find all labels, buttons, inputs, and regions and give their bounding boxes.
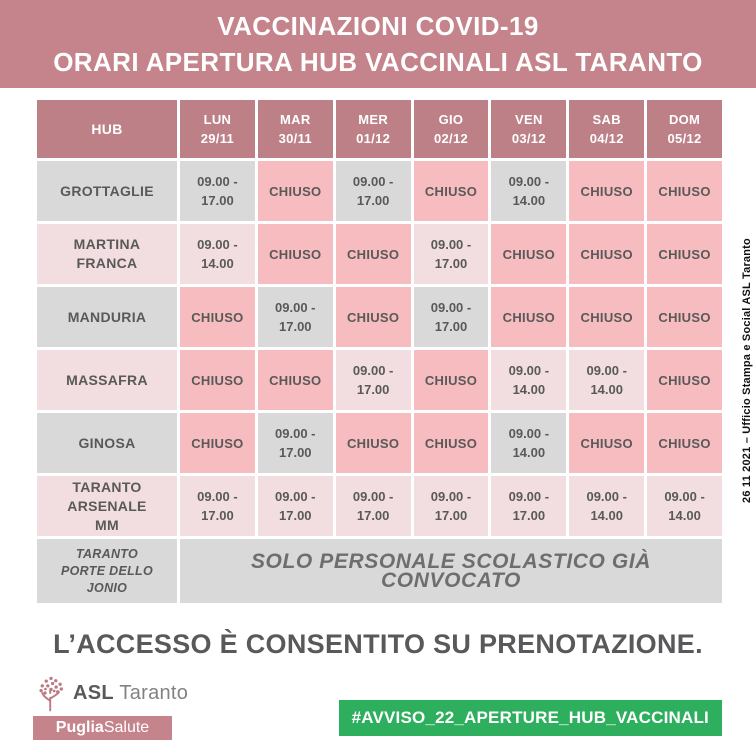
hours-cell: 09.00 - 17.00 — [414, 287, 489, 347]
hours-cell: 09.00 - 14.00 — [491, 161, 566, 221]
hours-cell: 09.00 - 14.00 — [569, 476, 644, 536]
hours-cell: 09.00 - 17.00 — [414, 476, 489, 536]
closed-cell: CHIUSO — [569, 224, 644, 284]
closed-cell: CHIUSO — [336, 224, 411, 284]
hours-cell: 09.00 - 17.00 — [414, 224, 489, 284]
closed-cell: CHIUSO — [491, 224, 566, 284]
hours-cell: 09.00 - 14.00 — [491, 413, 566, 473]
closed-cell: CHIUSO — [569, 413, 644, 473]
closed-cell: CHIUSO — [180, 287, 255, 347]
hours-cell: 09.00 - 14.00 — [491, 350, 566, 410]
col-header-day: DOM 05/12 — [647, 100, 722, 158]
col-header-day: GIO 02/12 — [414, 100, 489, 158]
puglia-label: Puglia — [55, 719, 104, 736]
closed-cell: CHIUSO — [180, 350, 255, 410]
hours-cell: 09.00 - 14.00 — [569, 350, 644, 410]
banner-title-line2: ORARI APERTURA HUB VACCINALI ASL TARANTO — [53, 47, 703, 77]
closed-cell: CHIUSO — [414, 413, 489, 473]
closed-cell: CHIUSO — [258, 224, 333, 284]
hours-cell: 09.00 - 14.00 — [647, 476, 722, 536]
col-header-hub: HUB — [37, 100, 177, 158]
special-note-cell: SOLO PERSONALE SCOLASTICO GIÀ CONVOCATO — [180, 539, 722, 603]
closed-cell: CHIUSO — [336, 413, 411, 473]
closed-cell: CHIUSO — [569, 161, 644, 221]
col-header-day: MAR 30/11 — [258, 100, 333, 158]
hub-name: MARTINA FRANCA — [37, 224, 177, 284]
schedule-table — [37, 100, 722, 603]
closed-cell: CHIUSO — [647, 224, 722, 284]
hours-cell: 09.00 - 17.00 — [336, 350, 411, 410]
closed-cell: CHIUSO — [336, 287, 411, 347]
hours-cell: 09.00 - 17.00 — [258, 413, 333, 473]
col-header-day: VEN 03/12 — [491, 100, 566, 158]
hub-name: GROTTAGLIE — [37, 161, 177, 221]
closed-cell: CHIUSO — [647, 161, 722, 221]
hub-name: TARANTO ARSENALE MM — [37, 476, 177, 536]
hub-name: GINOSA — [37, 413, 177, 473]
col-header-day: MER 01/12 — [336, 100, 411, 158]
hours-cell: 09.00 - 17.00 — [258, 287, 333, 347]
footer — [33, 674, 722, 740]
closed-cell: CHIUSO — [491, 287, 566, 347]
closed-cell: CHIUSO — [647, 413, 722, 473]
col-header-day: SAB 04/12 — [569, 100, 644, 158]
hours-cell: 09.00 - 17.00 — [336, 476, 411, 536]
asl-logo-city: Taranto — [119, 681, 189, 704]
hours-cell: 09.00 - 17.00 — [491, 476, 566, 536]
col-header-day: LUN 29/11 — [180, 100, 255, 158]
asl-logo-org: ASL — [73, 681, 114, 704]
closed-cell: CHIUSO — [647, 350, 722, 410]
hub-name-special: TARANTO PORTE DELLO JONIO — [37, 539, 177, 603]
credit-note: 26 11 2021 – Ufficio Stampa e Social ASL Taranto — [741, 238, 753, 504]
puglia-salute-bar — [33, 716, 172, 740]
closed-cell: CHIUSO — [258, 161, 333, 221]
closed-cell: CHIUSO — [414, 161, 489, 221]
title-banner — [0, 0, 756, 88]
closed-cell: CHIUSO — [414, 350, 489, 410]
closed-cell: CHIUSO — [647, 287, 722, 347]
hours-cell: 09.00 - 17.00 — [258, 476, 333, 536]
asl-logo — [33, 674, 188, 740]
closed-cell: CHIUSO — [258, 350, 333, 410]
hub-name: MANDURIA — [37, 287, 177, 347]
asl-logo-wordmark — [73, 682, 188, 705]
banner-title-line1: VACCINAZIONI COVID-19 — [217, 11, 539, 41]
access-note: L’ACCESSO È CONSENTITO SU PRENOTAZIONE. — [53, 629, 703, 659]
hours-cell: 09.00 - 17.00 — [180, 161, 255, 221]
hours-cell: 09.00 - 14.00 — [180, 224, 255, 284]
closed-cell: CHIUSO — [569, 287, 644, 347]
olive-tree-icon — [35, 674, 67, 712]
hours-cell: 09.00 - 17.00 — [180, 476, 255, 536]
salute-label: Salute — [103, 719, 150, 736]
hub-name: MASSAFRA — [37, 350, 177, 410]
hours-cell: 09.00 - 17.00 — [336, 161, 411, 221]
asl-logo-top — [35, 674, 188, 712]
closed-cell: CHIUSO — [180, 413, 255, 473]
hashtag-badge: #AVVISO_22_APERTURE_HUB_VACCINALI — [339, 700, 722, 736]
